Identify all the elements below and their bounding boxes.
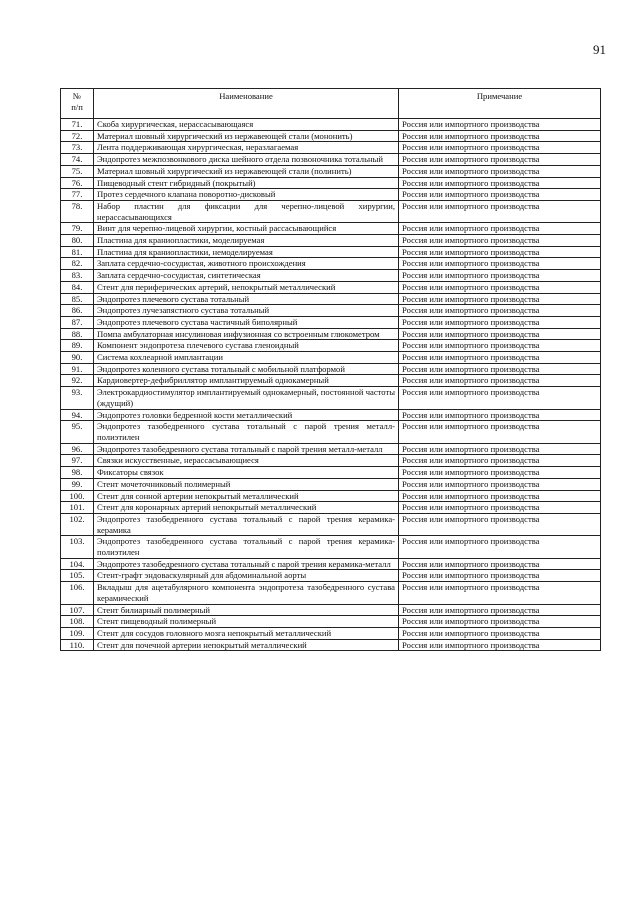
row-note: Россия или импортного производства — [399, 235, 601, 247]
row-note: Россия или импортного производства — [399, 258, 601, 270]
table-row — [61, 189, 601, 201]
row-number: 110. — [61, 639, 94, 651]
table-row — [61, 558, 601, 570]
row-number: 78. — [61, 200, 94, 222]
row-name: Винт для черепно-лицевой хирургии, костный рассасывающийся — [94, 223, 399, 235]
row-name: Лента поддерживающая хирургическая, неразлагаемая — [94, 142, 399, 154]
row-number: 96. — [61, 443, 94, 455]
row-name: Электрокардиостимулятор имплантируемый однокамерный, постоянной частоты (ждущий) — [94, 387, 399, 409]
table-row — [61, 270, 601, 282]
row-name: Стент для периферических артерий, непокрытый металлический — [94, 281, 399, 293]
table-row — [61, 142, 601, 154]
table-row — [61, 604, 601, 616]
table-row — [61, 409, 601, 421]
table-row — [61, 352, 601, 364]
table-row — [61, 582, 601, 604]
row-note: Россия или импортного производства — [399, 154, 601, 166]
row-note: Россия или импортного производства — [399, 639, 601, 651]
table-row — [61, 340, 601, 352]
row-number: 76. — [61, 177, 94, 189]
row-name: Эндопротез плечевого сустава тотальный — [94, 293, 399, 305]
table-row — [61, 502, 601, 514]
header-number — [61, 89, 94, 119]
row-name: Пищеводный стент гибридный (покрытый) — [94, 177, 399, 189]
table-row — [61, 119, 601, 131]
row-note: Россия или импортного производства — [399, 119, 601, 131]
row-number: 74. — [61, 154, 94, 166]
row-number: 84. — [61, 281, 94, 293]
row-name: Эндопротез тазобедренного сустава тотальный с парой трения металл-металл — [94, 443, 399, 455]
table-row — [61, 246, 601, 258]
row-number: 72. — [61, 130, 94, 142]
row-name: Стент для сосудов головного мозга непокрытый металлический — [94, 627, 399, 639]
row-number: 107. — [61, 604, 94, 616]
row-note: Россия или импортного производства — [399, 270, 601, 282]
row-note: Россия или импортного производства — [399, 582, 601, 604]
row-name: Стент билиарный полимерный — [94, 604, 399, 616]
table-row — [61, 536, 601, 558]
table-row — [61, 223, 601, 235]
row-note: Россия или импортного производства — [399, 200, 601, 222]
row-number: 91. — [61, 363, 94, 375]
row-number: 95. — [61, 421, 94, 443]
row-name: Пластина для краниопластики, немоделируемая — [94, 246, 399, 258]
row-name: Стент для коронарных артерий непокрытый металлический — [94, 502, 399, 514]
row-note: Россия или импортного производства — [399, 293, 601, 305]
row-name: Эндопротез межпозвонкового диска шейного отдела позвоночника тотальный — [94, 154, 399, 166]
table-row — [61, 639, 601, 651]
row-name: Кардиовертер-дефибриллятор имплантируемый однокамерный — [94, 375, 399, 387]
row-number: 98. — [61, 467, 94, 479]
table-row — [61, 375, 601, 387]
table-row — [61, 258, 601, 270]
items-table — [60, 88, 601, 651]
row-name: Набор пластин для фиксации для черепно-лицевой хирургии, нерассасывающихся — [94, 200, 399, 222]
header-number-line1: № — [72, 91, 82, 101]
table-row — [61, 165, 601, 177]
row-note: Россия или импортного производства — [399, 443, 601, 455]
row-number: 86. — [61, 305, 94, 317]
row-number: 81. — [61, 246, 94, 258]
row-number: 88. — [61, 328, 94, 340]
row-number: 89. — [61, 340, 94, 352]
row-note: Россия или импортного производства — [399, 467, 601, 479]
row-name: Эндопротез головки бедренной кости металлический — [94, 409, 399, 421]
table-row — [61, 305, 601, 317]
row-name: Пластина для краниопластики, моделируемая — [94, 235, 399, 247]
row-note: Россия или импортного производства — [399, 513, 601, 535]
row-note: Россия или импортного производства — [399, 223, 601, 235]
row-note: Россия или импортного производства — [399, 536, 601, 558]
row-note: Россия или импортного производства — [399, 363, 601, 375]
row-note: Россия или импортного производства — [399, 328, 601, 340]
row-number: 82. — [61, 258, 94, 270]
table-row — [61, 467, 601, 479]
row-note: Россия или импортного производства — [399, 490, 601, 502]
row-name: Фиксаторы связок — [94, 467, 399, 479]
row-number: 97. — [61, 455, 94, 467]
row-name: Эндопротез лучезапястного сустава тотальный — [94, 305, 399, 317]
row-note: Россия или импортного производства — [399, 246, 601, 258]
row-note: Россия или импортного производства — [399, 130, 601, 142]
header-number-line2: п/п — [71, 101, 83, 112]
row-number: 104. — [61, 558, 94, 570]
row-number: 83. — [61, 270, 94, 282]
row-note: Россия или импортного производства — [399, 455, 601, 467]
row-name: Помпа амбулаторная инсулиновая инфузионная со встроенным глюкометром — [94, 328, 399, 340]
row-note: Россия или импортного производства — [399, 352, 601, 364]
row-number: 102. — [61, 513, 94, 535]
row-note: Россия или импортного производства — [399, 387, 601, 409]
table-row — [61, 443, 601, 455]
row-name: Заплата сердечно-сосудистая, животного происхождения — [94, 258, 399, 270]
row-number: 94. — [61, 409, 94, 421]
row-number: 79. — [61, 223, 94, 235]
row-note: Россия или импортного производства — [399, 570, 601, 582]
row-number: 87. — [61, 316, 94, 328]
row-number: 71. — [61, 119, 94, 131]
row-note: Россия или импортного производства — [399, 189, 601, 201]
row-number: 103. — [61, 536, 94, 558]
row-number: 90. — [61, 352, 94, 364]
table-row — [61, 513, 601, 535]
table-row — [61, 616, 601, 628]
row-note: Россия или импортного производства — [399, 142, 601, 154]
row-name: Эндопротез тазобедренного сустава тотальный с парой трения керамика-полиэтилен — [94, 536, 399, 558]
row-note: Россия или импортного производства — [399, 558, 601, 570]
row-name: Материал шовный хирургический из нержавеющей стали (полинить) — [94, 165, 399, 177]
row-note: Россия или импортного производства — [399, 177, 601, 189]
header-note: Примечание — [399, 89, 601, 119]
table-row — [61, 455, 601, 467]
table-row — [61, 293, 601, 305]
row-number: 80. — [61, 235, 94, 247]
row-note: Россия или импортного производства — [399, 421, 601, 443]
row-name: Стент-графт эндоваскулярный для абдоминальной аорты — [94, 570, 399, 582]
row-note: Россия или импортного производства — [399, 409, 601, 421]
row-number: 101. — [61, 502, 94, 514]
row-number: 109. — [61, 627, 94, 639]
row-name: Эндопротез тазобедренного сустава тотальный с парой трения керамика-керамика — [94, 513, 399, 535]
row-name: Стент пищеводный полимерный — [94, 616, 399, 628]
row-note: Россия или импортного производства — [399, 616, 601, 628]
row-name: Эндопротез тазобедренного сустава тотальный с парой трения керамика-металл — [94, 558, 399, 570]
row-note: Россия или импортного производства — [399, 316, 601, 328]
table-row — [61, 363, 601, 375]
row-note: Россия или импортного производства — [399, 604, 601, 616]
row-name: Скоба хирургическая, нерассасывающаяся — [94, 119, 399, 131]
table-row — [61, 316, 601, 328]
header-name: Наименование — [94, 89, 399, 119]
table-row — [61, 328, 601, 340]
table-row — [61, 627, 601, 639]
page-number: 91 — [593, 42, 606, 57]
table-row — [61, 570, 601, 582]
row-number: 106. — [61, 582, 94, 604]
row-number: 99. — [61, 478, 94, 490]
row-number: 108. — [61, 616, 94, 628]
row-note: Россия или импортного производства — [399, 502, 601, 514]
row-note: Россия или импортного производства — [399, 165, 601, 177]
row-note: Россия или импортного производства — [399, 340, 601, 352]
row-name: Стент для почечной артерии непокрытый металлический — [94, 639, 399, 651]
table-row — [61, 478, 601, 490]
row-name: Компонент эндопротеза плечевого сустава гленоидный — [94, 340, 399, 352]
row-number: 75. — [61, 165, 94, 177]
row-name: Стент мочеточниковый полимерный — [94, 478, 399, 490]
row-name: Связки искусственные, нерассасывающиеся — [94, 455, 399, 467]
row-name: Система кохлеарной имплантации — [94, 352, 399, 364]
row-number: 92. — [61, 375, 94, 387]
row-name: Стент для сонной артерии непокрытый металлический — [94, 490, 399, 502]
table-row — [61, 387, 601, 409]
table-row — [61, 200, 601, 222]
row-number: 85. — [61, 293, 94, 305]
table-row — [61, 490, 601, 502]
table-row — [61, 154, 601, 166]
table-header-row — [61, 89, 601, 119]
row-name: Эндопротез плечевого сустава частичный биполярный — [94, 316, 399, 328]
table-row — [61, 177, 601, 189]
row-note: Россия или импортного производства — [399, 627, 601, 639]
row-note: Россия или импортного производства — [399, 305, 601, 317]
row-note: Россия или импортного производства — [399, 478, 601, 490]
row-name: Заплата сердечно-сосудистая, синтетическая — [94, 270, 399, 282]
row-name: Эндопротез коленного сустава тотальный с мобильной платформой — [94, 363, 399, 375]
row-name: Материал шовный хирургический из нержавеющей стали (мононить) — [94, 130, 399, 142]
row-note: Россия или импортного производства — [399, 281, 601, 293]
row-name: Протез сердечного клапана поворотно-дисковый — [94, 189, 399, 201]
row-number: 93. — [61, 387, 94, 409]
row-number: 100. — [61, 490, 94, 502]
table-row — [61, 281, 601, 293]
row-number: 105. — [61, 570, 94, 582]
row-number: 77. — [61, 189, 94, 201]
row-name: Эндопротез тазобедренного сустава тотальный с парой трения металл-полиэтилен — [94, 421, 399, 443]
table-row — [61, 130, 601, 142]
row-note: Россия или импортного производства — [399, 375, 601, 387]
table-body — [61, 119, 601, 651]
table-row — [61, 421, 601, 443]
row-name: Вкладыш для ацетабулярного компонента эндопротеза тазобедренного сустава керамический — [94, 582, 399, 604]
table-row — [61, 235, 601, 247]
row-number: 73. — [61, 142, 94, 154]
